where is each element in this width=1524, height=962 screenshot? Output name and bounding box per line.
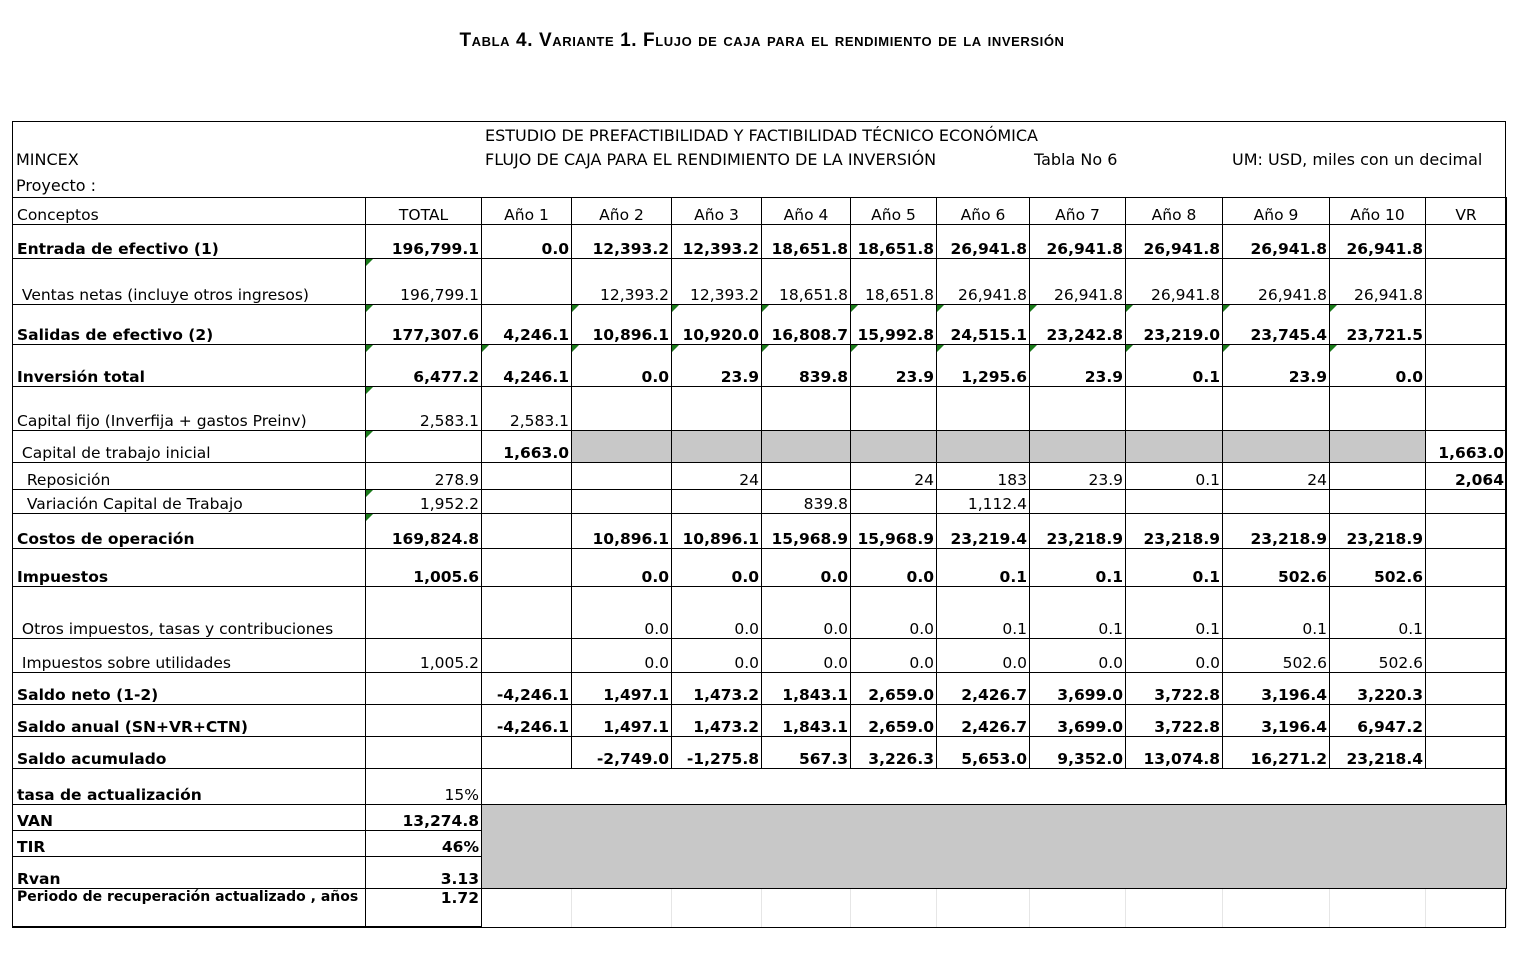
row-value: [1426, 639, 1507, 673]
row-value: 567.3: [762, 737, 851, 769]
row-label: Inversión total: [13, 345, 366, 387]
row-value: 1,005.2: [366, 639, 482, 673]
table-row: [13, 490, 1507, 514]
row-value: 26,941.8: [1126, 259, 1223, 305]
row-value: 2,659.0: [851, 705, 937, 737]
row-value: [851, 387, 937, 431]
row-value: [1330, 490, 1426, 514]
column-header: Año 5: [851, 198, 937, 225]
column-header: Año 7: [1030, 198, 1126, 225]
summary-row: [13, 805, 1507, 831]
summary-value: 3.13: [366, 857, 482, 889]
row-value: [851, 490, 937, 514]
row-value: 13,074.8: [1126, 737, 1223, 769]
summary-row: [13, 889, 1507, 927]
row-value: [1426, 305, 1507, 345]
row-value: 0.0: [672, 549, 762, 587]
row-value: -2,749.0: [572, 737, 672, 769]
row-value: 0.0: [851, 587, 937, 639]
row-value: [1126, 431, 1223, 463]
table-row: [13, 673, 1507, 705]
row-value: [572, 463, 672, 490]
blank-cell: [851, 889, 937, 927]
blank-cell: [482, 889, 572, 927]
row-value: 23.9: [1223, 345, 1330, 387]
row-value: [366, 705, 482, 737]
table-row: [13, 225, 1507, 259]
row-value: 26,941.8: [937, 259, 1030, 305]
row-value: 0.1: [937, 587, 1030, 639]
summary-label: VAN: [13, 805, 366, 831]
row-value: [1426, 587, 1507, 639]
summary-value: 1.72: [366, 889, 482, 927]
row-value: [1223, 490, 1330, 514]
row-label: Variación Capital de Trabajo: [13, 490, 366, 514]
row-value: 0.1: [1030, 549, 1126, 587]
column-header: Año 6: [937, 198, 1030, 225]
row-value: [672, 490, 762, 514]
row-value: 18,651.8: [762, 225, 851, 259]
row-value: [572, 490, 672, 514]
row-value: [937, 431, 1030, 463]
row-value: [1426, 225, 1507, 259]
row-value: 4,246.1: [482, 345, 572, 387]
row-value: 1,112.4: [937, 490, 1030, 514]
row-value: 183: [937, 463, 1030, 490]
row-value: 502.6: [1330, 639, 1426, 673]
blank-cell: [672, 889, 762, 927]
blank-cell: [572, 889, 672, 927]
blank-cell: [1126, 889, 1223, 927]
row-value: 0.1: [1223, 587, 1330, 639]
row-value: 0.1: [1030, 587, 1126, 639]
row-value: 2,583.1: [366, 387, 482, 431]
row-value: 23,219.4: [937, 514, 1030, 549]
row-value: [762, 463, 851, 490]
row-label: Saldo acumulado: [13, 737, 366, 769]
row-value: 1,843.1: [762, 673, 851, 705]
column-header: Año 3: [672, 198, 762, 225]
table-row: [13, 463, 1507, 490]
row-value: [366, 673, 482, 705]
row-value: 278.9: [366, 463, 482, 490]
row-value: 0.0: [1126, 639, 1223, 673]
column-header: VR: [1426, 198, 1507, 225]
table-row: [13, 587, 1507, 639]
row-value: 0.0: [572, 639, 672, 673]
row-value: 23,219.0: [1126, 305, 1223, 345]
column-header: Año 1: [482, 198, 572, 225]
table-row: [13, 639, 1507, 673]
row-value: [762, 387, 851, 431]
column-header-concepts: Conceptos: [13, 198, 366, 225]
row-value: 1,005.6: [366, 549, 482, 587]
row-value: [1330, 463, 1426, 490]
row-value: 3,699.0: [1030, 705, 1126, 737]
row-value: 4,246.1: [482, 305, 572, 345]
table-row: [13, 549, 1507, 587]
row-value: 12,393.2: [672, 225, 762, 259]
row-value: 2,064: [1426, 463, 1507, 490]
row-value: 0.1: [1126, 345, 1223, 387]
row-value: 3,722.8: [1126, 673, 1223, 705]
row-value: [1223, 431, 1330, 463]
blank-cell: [1330, 889, 1426, 927]
blank-cell: [937, 889, 1030, 927]
table-row: [13, 345, 1507, 387]
row-value: 15,968.9: [762, 514, 851, 549]
row-label: Impuestos sobre utilidades: [13, 639, 366, 673]
row-value: [482, 549, 572, 587]
grey-block: [482, 805, 1507, 889]
summary-label: TIR: [13, 831, 366, 857]
row-value: 23,218.9: [1330, 514, 1426, 549]
row-value: 0.0: [851, 549, 937, 587]
row-value: [1426, 490, 1507, 514]
row-value: 1,663.0: [1426, 431, 1507, 463]
row-value: [1426, 705, 1507, 737]
row-value: 196,799.1: [366, 259, 482, 305]
row-label: Costos de operación: [13, 514, 366, 549]
row-value: 1,497.1: [572, 705, 672, 737]
row-value: [1126, 387, 1223, 431]
row-value: 18,651.8: [762, 259, 851, 305]
row-value: 23.9: [1030, 345, 1126, 387]
column-header: Año 10: [1330, 198, 1426, 225]
row-value: [1426, 514, 1507, 549]
row-value: 0.0: [1030, 639, 1126, 673]
row-value: [572, 431, 672, 463]
row-value: 0.0: [762, 549, 851, 587]
row-value: 3,220.3: [1330, 673, 1426, 705]
row-value: 18,651.8: [851, 259, 937, 305]
row-value: [482, 259, 572, 305]
table-number: Tabla No 6: [1034, 150, 1118, 169]
row-value: 10,920.0: [672, 305, 762, 345]
row-value: 0.0: [482, 225, 572, 259]
blank-cell: [762, 889, 851, 927]
row-value: [1426, 387, 1507, 431]
row-value: 15,992.8: [851, 305, 937, 345]
row-value: [1330, 431, 1426, 463]
row-value: 0.0: [672, 587, 762, 639]
row-value: 6,477.2: [366, 345, 482, 387]
row-value: 2,426.7: [937, 705, 1030, 737]
row-value: [1426, 737, 1507, 769]
summary-value: 15%: [366, 769, 482, 805]
report-subtitle: FLUJO DE CAJA PARA EL RENDIMIENTO DE LA INVERSIÓN: [485, 150, 937, 169]
table-row: [13, 387, 1507, 431]
column-header: Año 4: [762, 198, 851, 225]
row-label: Reposición: [13, 463, 366, 490]
table-header-row: [13, 198, 1507, 225]
row-value: [482, 514, 572, 549]
column-header: TOTAL: [366, 198, 482, 225]
row-value: 26,941.8: [937, 225, 1030, 259]
row-value: 0.0: [762, 587, 851, 639]
row-value: 0.1: [937, 549, 1030, 587]
row-label: Otros impuestos, tasas y contribuciones: [13, 587, 366, 639]
row-value: 1,952.2: [366, 490, 482, 514]
row-value: 23.9: [851, 345, 937, 387]
row-value: [937, 387, 1030, 431]
row-value: 3,196.4: [1223, 673, 1330, 705]
row-value: 2,659.0: [851, 673, 937, 705]
table-caption: Tabla 4. Variante 1. Flujo de caja para el rendimiento de la inversión: [459, 30, 1065, 51]
table-row: [13, 305, 1507, 345]
row-value: 23,218.4: [1330, 737, 1426, 769]
row-value: 1,663.0: [482, 431, 572, 463]
row-value: 18,651.8: [851, 225, 937, 259]
row-value: 1,295.6: [937, 345, 1030, 387]
row-value: [1030, 490, 1126, 514]
row-value: [762, 431, 851, 463]
row-label: Impuestos: [13, 549, 366, 587]
row-value: 3,226.3: [851, 737, 937, 769]
row-value: 26,941.8: [1030, 259, 1126, 305]
blank-area: [482, 769, 1507, 805]
row-value: 12,393.2: [572, 259, 672, 305]
row-value: [1223, 387, 1330, 431]
row-value: 23,218.9: [1126, 514, 1223, 549]
study-title: ESTUDIO DE PREFACTIBILIDAD Y FACTIBILIDAD TÉCNICO ECONÓMICA: [485, 126, 1038, 145]
row-value: 26,941.8: [1223, 225, 1330, 259]
project-label: Proyecto :: [16, 176, 97, 195]
column-header: Año 2: [572, 198, 672, 225]
row-value: 10,896.1: [672, 514, 762, 549]
row-value: [672, 431, 762, 463]
table-row: [13, 259, 1507, 305]
row-value: [1426, 549, 1507, 587]
row-value: 10,896.1: [572, 514, 672, 549]
row-value: [482, 587, 572, 639]
blank-cell: [1030, 889, 1126, 927]
row-value: 0.0: [572, 587, 672, 639]
row-value: 10,896.1: [572, 305, 672, 345]
row-value: 12,393.2: [672, 259, 762, 305]
row-value: 23,745.4: [1223, 305, 1330, 345]
row-value: -1,275.8: [672, 737, 762, 769]
row-value: [366, 587, 482, 639]
table-row: [13, 737, 1507, 769]
row-value: [572, 387, 672, 431]
row-value: [482, 737, 572, 769]
row-value: 6,947.2: [1330, 705, 1426, 737]
row-value: 1,843.1: [762, 705, 851, 737]
row-value: 23.9: [1030, 463, 1126, 490]
row-value: 9,352.0: [1030, 737, 1126, 769]
row-value: [482, 490, 572, 514]
summary-row: [13, 769, 1507, 805]
row-value: 0.0: [1330, 345, 1426, 387]
row-value: 1,473.2: [672, 705, 762, 737]
row-value: 23,218.9: [1030, 514, 1126, 549]
row-value: 26,941.8: [1126, 225, 1223, 259]
org-label: MINCEX: [16, 150, 79, 169]
row-value: 0.1: [1126, 463, 1223, 490]
blank-cell: [1426, 889, 1507, 927]
summary-label: Periodo de recuperación actualizado , años: [13, 889, 366, 927]
row-value: [672, 387, 762, 431]
row-value: 16,271.2: [1223, 737, 1330, 769]
summary-value: 13,274.8: [366, 805, 482, 831]
row-value: 5,653.0: [937, 737, 1030, 769]
row-label: Salidas de efectivo (2): [13, 305, 366, 345]
row-value: 23,218.9: [1223, 514, 1330, 549]
row-value: 839.8: [762, 345, 851, 387]
row-value: 169,824.8: [366, 514, 482, 549]
row-value: -4,246.1: [482, 673, 572, 705]
row-value: 2,426.7: [937, 673, 1030, 705]
row-label: Ventas netas (incluye otros ingresos): [13, 259, 366, 305]
row-value: 26,941.8: [1030, 225, 1126, 259]
row-value: 23.9: [672, 345, 762, 387]
row-value: 502.6: [1330, 549, 1426, 587]
row-value: 0.1: [1330, 587, 1426, 639]
row-value: -4,246.1: [482, 705, 572, 737]
column-header: Año 8: [1126, 198, 1223, 225]
row-value: 26,941.8: [1223, 259, 1330, 305]
row-value: 0.1: [1126, 549, 1223, 587]
units-label: UM: USD, miles con un decimal: [1232, 150, 1483, 169]
row-value: [1426, 345, 1507, 387]
row-value: [1426, 259, 1507, 305]
row-value: 1,473.2: [672, 673, 762, 705]
column-header: Año 9: [1223, 198, 1330, 225]
row-value: 0.1: [1126, 587, 1223, 639]
row-value: [366, 431, 482, 463]
row-value: 2,583.1: [482, 387, 572, 431]
row-value: 24: [851, 463, 937, 490]
table-row: [13, 705, 1507, 737]
blank-cell: [1223, 889, 1330, 927]
row-label: Saldo neto (1-2): [13, 673, 366, 705]
row-value: 0.0: [937, 639, 1030, 673]
row-value: 839.8: [762, 490, 851, 514]
table-row: [13, 431, 1507, 463]
row-value: 196,799.1: [366, 225, 482, 259]
row-value: 502.6: [1223, 639, 1330, 673]
row-value: [482, 639, 572, 673]
summary-value: 46%: [366, 831, 482, 857]
row-value: 15,968.9: [851, 514, 937, 549]
row-value: 3,699.0: [1030, 673, 1126, 705]
summary-label: Rvan: [13, 857, 366, 889]
cash-flow-table: [12, 197, 1507, 927]
row-value: 0.0: [572, 345, 672, 387]
row-value: 23,721.5: [1330, 305, 1426, 345]
row-value: [1030, 431, 1126, 463]
row-label: Entrada de efectivo (1): [13, 225, 366, 259]
row-value: [482, 463, 572, 490]
row-value: 0.0: [572, 549, 672, 587]
table-row: [13, 514, 1507, 549]
row-value: [851, 431, 937, 463]
row-value: 26,941.8: [1330, 225, 1426, 259]
row-label: Saldo anual (SN+VR+CTN): [13, 705, 366, 737]
row-value: 177,307.6: [366, 305, 482, 345]
row-value: 0.0: [851, 639, 937, 673]
row-value: 12,393.2: [572, 225, 672, 259]
row-value: [1030, 387, 1126, 431]
row-label: Capital de trabajo inicial: [13, 431, 366, 463]
row-label: Capital fijo (Inverfija + gastos Preinv): [13, 387, 366, 431]
row-value: [366, 737, 482, 769]
row-value: 16,808.7: [762, 305, 851, 345]
summary-label: tasa de actualización: [13, 769, 366, 805]
row-value: 0.0: [672, 639, 762, 673]
row-value: 502.6: [1223, 549, 1330, 587]
row-value: 0.0: [762, 639, 851, 673]
row-value: 3,196.4: [1223, 705, 1330, 737]
row-value: 24,515.1: [937, 305, 1030, 345]
row-value: 3,722.8: [1126, 705, 1223, 737]
row-value: 23,242.8: [1030, 305, 1126, 345]
row-value: [1126, 490, 1223, 514]
row-value: [1330, 387, 1426, 431]
row-value: 24: [1223, 463, 1330, 490]
row-value: 26,941.8: [1330, 259, 1426, 305]
row-value: 24: [672, 463, 762, 490]
row-value: 1,497.1: [572, 673, 672, 705]
row-value: [1426, 673, 1507, 705]
